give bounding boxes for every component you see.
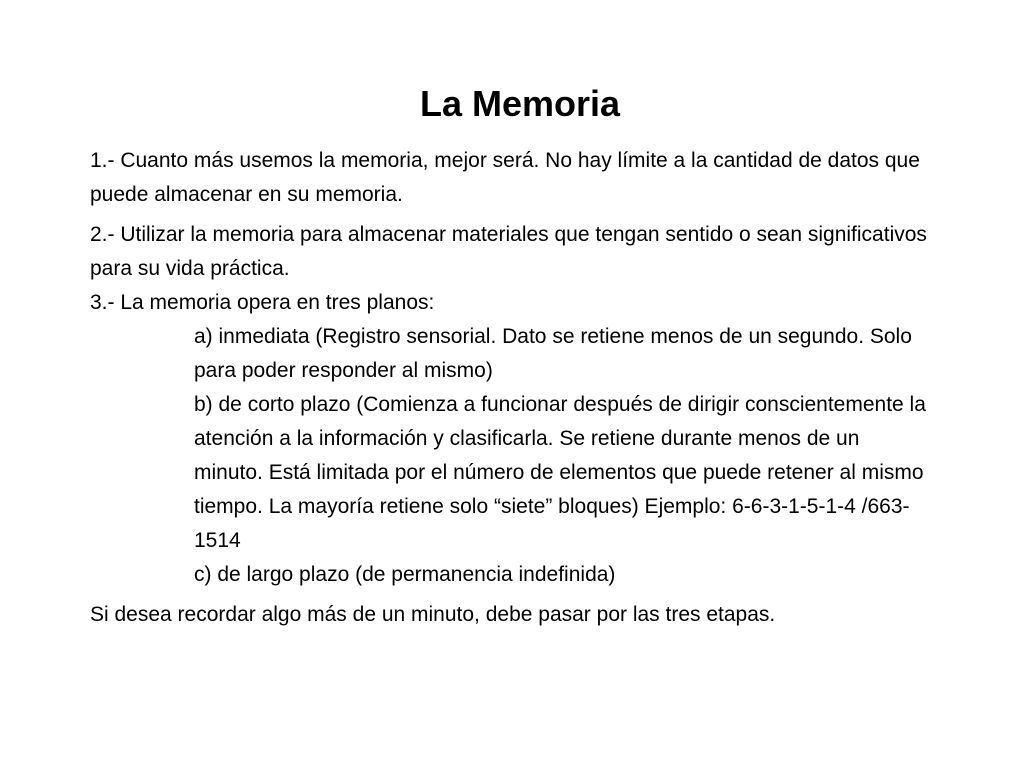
slide-title: La Memoria xyxy=(419,83,621,124)
sub-point-a: a) inmediata (Registro sensorial. Dato se retiene menos de un segundo. Solo para poder responder al mismo) xyxy=(194,325,912,382)
point-1: 1.- Cuanto más usemos la memoria, mejor será. No hay límite a la cantidad de datos que puede almacenar en su memoria. xyxy=(90,149,920,206)
sub-point-b: b) de corto plazo (Comienza a funcionar después de dirigir conscientemente la atención a la información y clasificarla. Se retiene durante menos de un minuto. Está limitada por el número de elementos que puede retener al mismo tiempo. La mayoría retiene solo “siete” bloques) Ejemplo: 6-6-3-1-5-1-4 /663-1514 xyxy=(194,393,926,552)
slide-body xyxy=(90,144,950,632)
conclusion: Si desea recordar algo más de un minuto, debe pasar por las tres etapas. xyxy=(90,603,776,626)
point-2: 2.- Utilizar la memoria para almacenar materiales que tengan sentido o sean significativos para su vida práctica. xyxy=(90,223,927,280)
sub-point-c: c) de largo plazo (de permanencia indefinida) xyxy=(194,563,616,586)
point-3: 3.- La memoria opera en tres planos: xyxy=(90,291,435,314)
